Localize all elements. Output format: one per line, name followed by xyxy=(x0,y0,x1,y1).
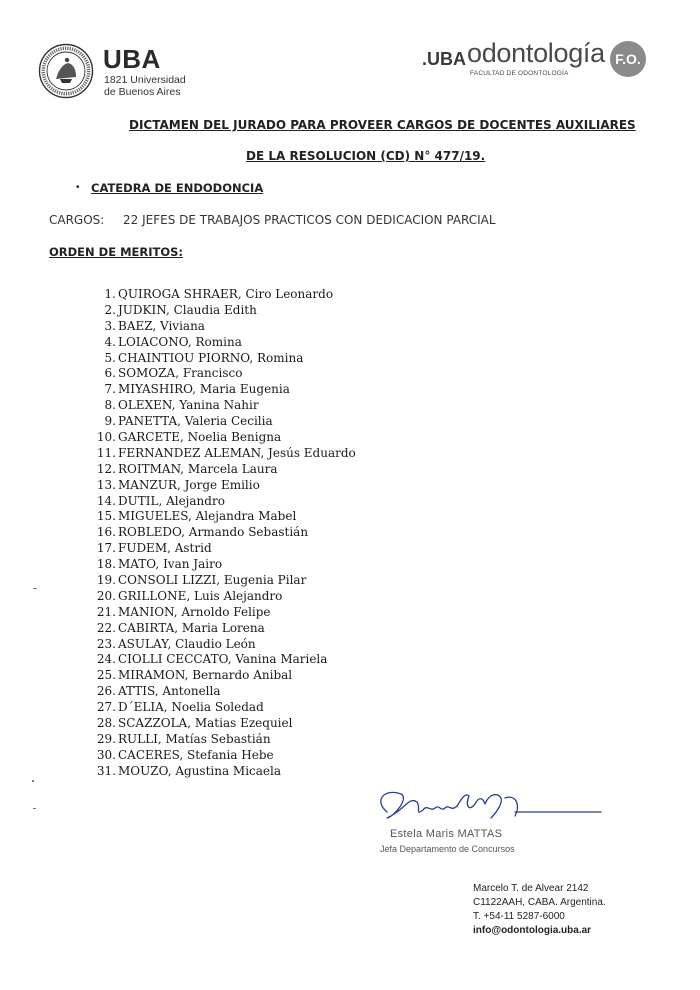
merit-name: GARCETE, Noelia Benigna xyxy=(118,430,282,445)
merit-rank: 13. xyxy=(96,477,116,492)
merit-name: CABIRTA, Maria Lorena xyxy=(118,620,265,635)
merit-name: LOIACONO, Romina xyxy=(118,334,242,349)
merit-list-item xyxy=(88,462,356,478)
document-title-line1: DICTAMEN DEL JURADO PARA PROVEER CARGOS DE DOCENTES AUXILIARES xyxy=(129,118,636,132)
cargos-value: 22 JEFES DE TRABAJOS PRACTICOS CON DEDICACION PARCIAL xyxy=(123,213,496,227)
merit-list-item xyxy=(88,716,356,732)
merit-list-item xyxy=(88,414,356,430)
merit-rank: 22. xyxy=(96,620,116,635)
merit-rank: 17. xyxy=(96,541,116,556)
merit-list-item xyxy=(88,652,356,668)
merit-name: CHAINTIOU PIORNO, Romina xyxy=(118,350,304,365)
university-seal-icon xyxy=(38,43,94,99)
merit-list-item xyxy=(88,541,356,557)
merit-name: MANZUR, Jorge Emilio xyxy=(118,477,260,492)
merit-rank: 21. xyxy=(96,604,116,619)
merit-name: ROITMAN, Marcela Laura xyxy=(118,461,278,476)
merit-list-item xyxy=(88,509,356,525)
merit-rank: 11. xyxy=(96,445,116,460)
merit-list-item xyxy=(88,478,356,494)
merit-list-item xyxy=(88,398,356,414)
merit-rank: 5. xyxy=(104,350,116,365)
uba-subtitle-line2: de Buenos Aires xyxy=(104,86,181,98)
merit-name: D´ELIA, Noelia Soledad xyxy=(118,700,264,715)
fo-logo-faculty: FACULTAD DE ODONTOLOGÍA xyxy=(470,70,569,77)
merit-name: MANION, Arnoldo Felipe xyxy=(118,604,271,619)
merit-rank: 3. xyxy=(104,318,116,333)
merit-rank: 7. xyxy=(104,382,116,397)
merit-name: FUDEM, Astrid xyxy=(118,541,212,556)
merit-list-item xyxy=(88,684,356,700)
merit-list-item xyxy=(88,430,356,446)
merit-name: ROBLEDO, Armando Sebastián xyxy=(118,525,309,540)
merit-rank: 25. xyxy=(96,668,116,683)
merit-rank: 9. xyxy=(104,414,116,429)
merit-list-item xyxy=(88,700,356,716)
merit-list-item xyxy=(88,732,356,748)
uba-subtitle-line1: 1821 Universidad xyxy=(104,74,186,86)
merit-rank: 29. xyxy=(96,731,116,746)
merit-rank: 19. xyxy=(96,573,116,588)
merit-list-item xyxy=(88,351,356,367)
cargos-label: CARGOS: xyxy=(49,213,105,227)
merit-name: MATO, Ivan Jairo xyxy=(118,557,223,572)
merit-list-item xyxy=(88,621,356,637)
handwritten-signature xyxy=(365,782,605,832)
merit-list-item xyxy=(88,335,356,351)
address-street: Marcelo T. de Alvear 2142 xyxy=(473,883,589,894)
address-city: C1122AAH, CABA. Argentina. xyxy=(473,897,606,908)
merit-name: GRILLONE, Luis Alejandro xyxy=(118,588,283,603)
merit-list-item xyxy=(88,319,356,335)
merit-list-item xyxy=(88,557,356,573)
merit-rank: 6. xyxy=(104,366,116,381)
merit-list-item xyxy=(88,764,356,780)
merit-name: DUTIL, Alejandro xyxy=(118,493,225,508)
merit-rank: 16. xyxy=(96,525,116,540)
merit-list-item xyxy=(88,303,356,319)
address-email: info@odontologia.uba.ar xyxy=(473,925,592,936)
merit-rank: 23. xyxy=(96,636,116,651)
merit-name: BAEZ, Viviana xyxy=(118,318,205,333)
orden-de-meritos-heading: ORDEN DE MERITOS: xyxy=(49,245,184,259)
merit-list-item xyxy=(88,589,356,605)
merit-list-item xyxy=(88,573,356,589)
document-title-line2: DE LA RESOLUCION (CD) N° 477/19. xyxy=(246,149,486,163)
merit-name: SCAZZOLA, Matias Ezequiel xyxy=(118,716,293,731)
fo-logo-odontologia: odontología xyxy=(467,38,605,68)
merit-rank: 18. xyxy=(96,557,116,572)
merit-list-item xyxy=(88,605,356,621)
signatory-name: Estela Maris MATTAS xyxy=(390,828,503,840)
merit-name: SOMOZA, Francisco xyxy=(118,366,243,381)
merit-name: MIGUELES, Alejandra Mabel xyxy=(118,509,297,524)
merit-name: ATTIS, Antonella xyxy=(118,684,221,699)
merit-rank: 26. xyxy=(96,684,116,699)
merit-rank: 4. xyxy=(104,334,116,349)
merit-name: CONSOLI LIZZI, Eugenia Pilar xyxy=(118,573,307,588)
merit-rank: 24. xyxy=(96,652,116,667)
merit-name: CIOLLI CECCATO, Vanina Mariela xyxy=(118,652,328,667)
merit-list-item xyxy=(88,748,356,764)
merit-name: ASULAY, Claudio León xyxy=(118,636,256,651)
merit-rank: 20. xyxy=(96,588,116,603)
merit-name: CACERES, Stefania Hebe xyxy=(118,747,274,762)
merit-name: MIYASHIRO, Maria Eugenia xyxy=(118,382,290,397)
merit-rank: 10. xyxy=(96,430,116,445)
merit-rank: 31. xyxy=(96,763,116,778)
merit-list-item xyxy=(88,637,356,653)
merit-rank: 14. xyxy=(96,493,116,508)
merit-list-item xyxy=(88,525,356,541)
address-phone: T. +54-11 5287-6000 xyxy=(473,911,565,922)
merit-rank: 28. xyxy=(96,716,116,731)
merit-list-item xyxy=(88,494,356,510)
merit-rank: 8. xyxy=(104,398,116,413)
catedra-heading: CATEDRA DE ENDODONCIA xyxy=(91,181,264,195)
merit-list-item xyxy=(88,668,356,684)
merit-name: FERNANDEZ ALEMAN, Jesús Eduardo xyxy=(118,445,356,460)
merit-name: OLEXEN, Yanina Nahir xyxy=(118,398,259,413)
merit-list-item xyxy=(88,382,356,398)
fo-logo-uba: .UBA xyxy=(422,49,466,69)
merit-rank: 27. xyxy=(96,700,116,715)
merit-list-item xyxy=(88,366,356,382)
merit-list-item xyxy=(88,287,356,303)
merit-rank: 2. xyxy=(104,302,116,317)
merit-name: MIRAMON, Bernardo Anibal xyxy=(118,668,293,683)
merit-name: JUDKIN, Claudia Edith xyxy=(118,302,257,317)
merit-name: RULLI, Matías Sebastián xyxy=(118,731,271,746)
merit-name: QUIROGA SHRAER, Ciro Leonardo xyxy=(118,287,334,301)
merit-list-item xyxy=(88,446,356,462)
merit-rank: 30. xyxy=(96,747,116,762)
merit-rank: 1. xyxy=(104,287,116,301)
merit-name: MOUZO, Agustina Micaela xyxy=(118,763,282,778)
merit-rank: 15. xyxy=(96,509,116,524)
fo-badge-icon: F.O. xyxy=(610,41,646,77)
uba-wordmark: UBA xyxy=(103,44,161,74)
signatory-role: Jefa Departamento de Concursos xyxy=(380,844,515,854)
merit-list xyxy=(88,287,356,780)
bullet-icon: • xyxy=(76,182,80,193)
merit-rank: 12. xyxy=(96,461,116,476)
merit-name: PANETTA, Valeria Cecilia xyxy=(118,414,273,429)
